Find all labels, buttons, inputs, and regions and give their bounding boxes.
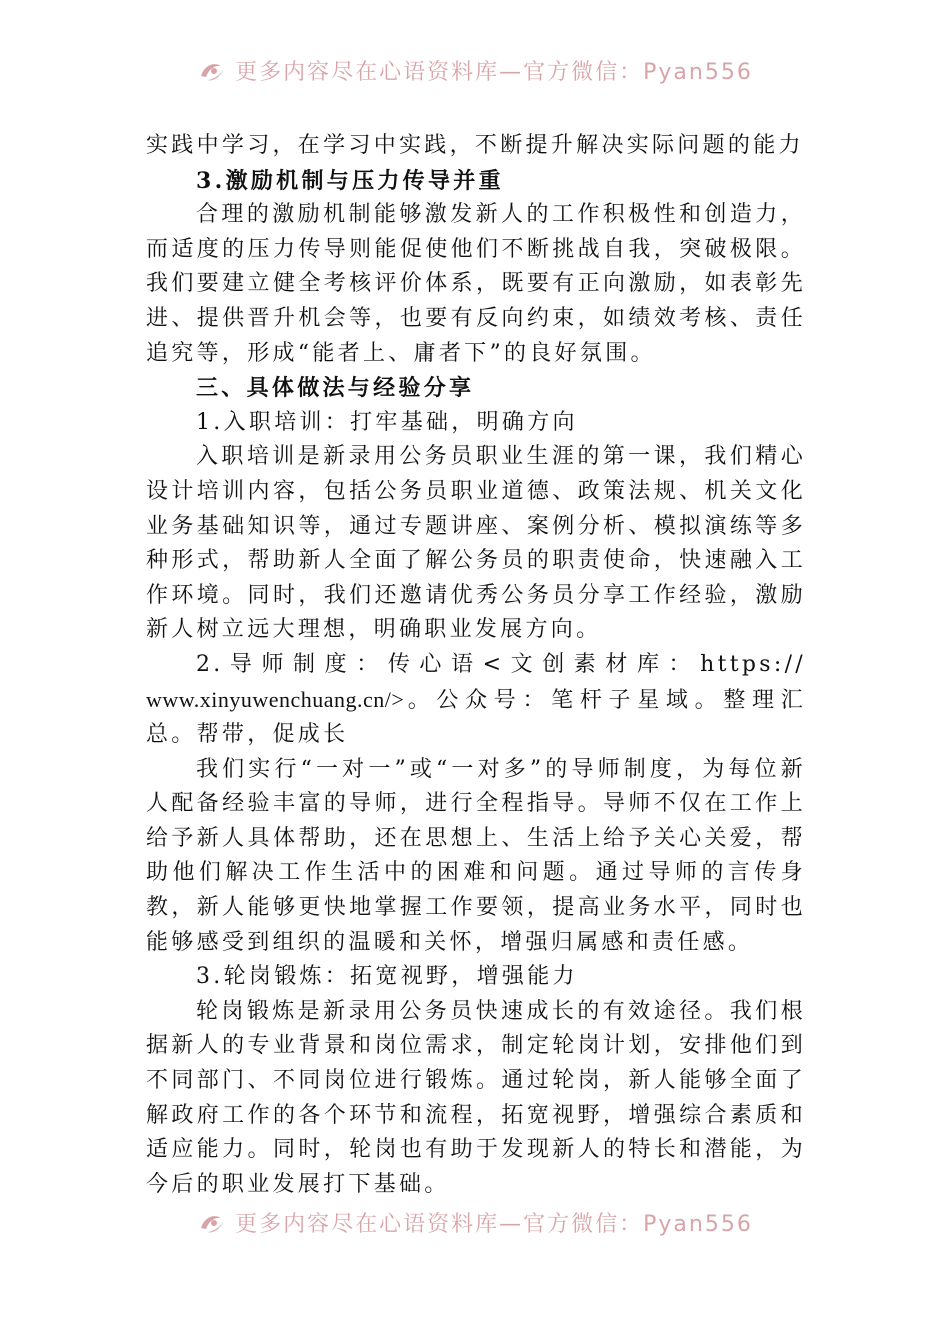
subsection-heading-continued [146,683,806,753]
watermark-header [0,50,950,90]
watermark-text: 更多内容尽在心语资料库—官方微信：Pyan556 [235,59,753,85]
subsection-heading-line: 2.导师制度：传心语<文创素材库：https:// [196,651,806,677]
paragraph: 入职培训是新录用公务员职业生涯的第一课，我们精心设计培训内容，包括公务员职业道德、政策法规、机关文化业务基础知识等，通过专题讲座、案例分析、模拟演练等多种形式，帮助新人全面了解公务员的职责使命，快速融入工作环境。同时，我们还邀请优秀公务员分享工作经验，激励新人树立远大理想，明确职业发展方向。 [146,444,806,643]
section-heading: 3.激励机制与压力传导并重 [196,167,504,194]
subsection-heading: 3.轮岗锻炼：拓宽视野，增强能力 [196,964,578,990]
brand-mark-icon [197,56,227,84]
paragraph: 实践中学习，在学习中实践，不断提升解决实际问题的能力 [146,133,804,158]
source-url: www.xinyuwenchuang.cn/> [146,686,405,712]
brand-mark-icon [197,1208,227,1236]
subsection-heading: 1.入职培训：打牢基础，明确方向 [196,409,578,435]
watermark-text: 更多内容尽在心语资料库—官方微信：Pyan556 [235,1211,753,1237]
heading-rest: 。公众号：笔杆子星域。整理汇总。帮带，促成长 [146,687,806,748]
watermark-footer [0,1202,950,1242]
paragraph: 轮岗锻炼是新录用公务员快速成长的有效途径。我们根据新人的专业背景和岗位需求，制定轮岗计划，安排他们到不同部门、不同岗位进行锻炼。通过轮岗，新人能够全面了解政府工作的各个环节和流程，拓宽视野，增强综合素质和适应能力。同时，轮岗也有助于发现新人的特长和潜能，为今后的职业发展打下基础。 [146,998,806,1197]
paragraph: 合理的激励机制能够激发新人的工作积极性和创造力，而适度的压力传导则能促使他们不断挑战自我，突破极限。我们要建立健全考核评价体系，既要有正向激励，如表彰先进、提供晋升机会等，也要有反向约束，如绩效考核、责任追究等，形成“能者上、庸者下”的良好氛围。 [146,202,806,366]
document-body [146,129,806,1202]
paragraph: 我们实行“一对一”或“一对多”的导师制度，为每位新人配备经验丰富的导师，进行全程指导。导师不仅在工作上给予新人具体帮助，还在思想上、生活上给予关心关爱，帮助他们解决工作生活中的困难和问题。通过导师的言传身教，新人能够更快地掌握工作要领，提高业务水平，同时也能够感受到组织的温暖和关怀，增强归属感和责任感。 [146,756,806,955]
section-heading: 三、具体做法与经验分享 [196,375,475,402]
